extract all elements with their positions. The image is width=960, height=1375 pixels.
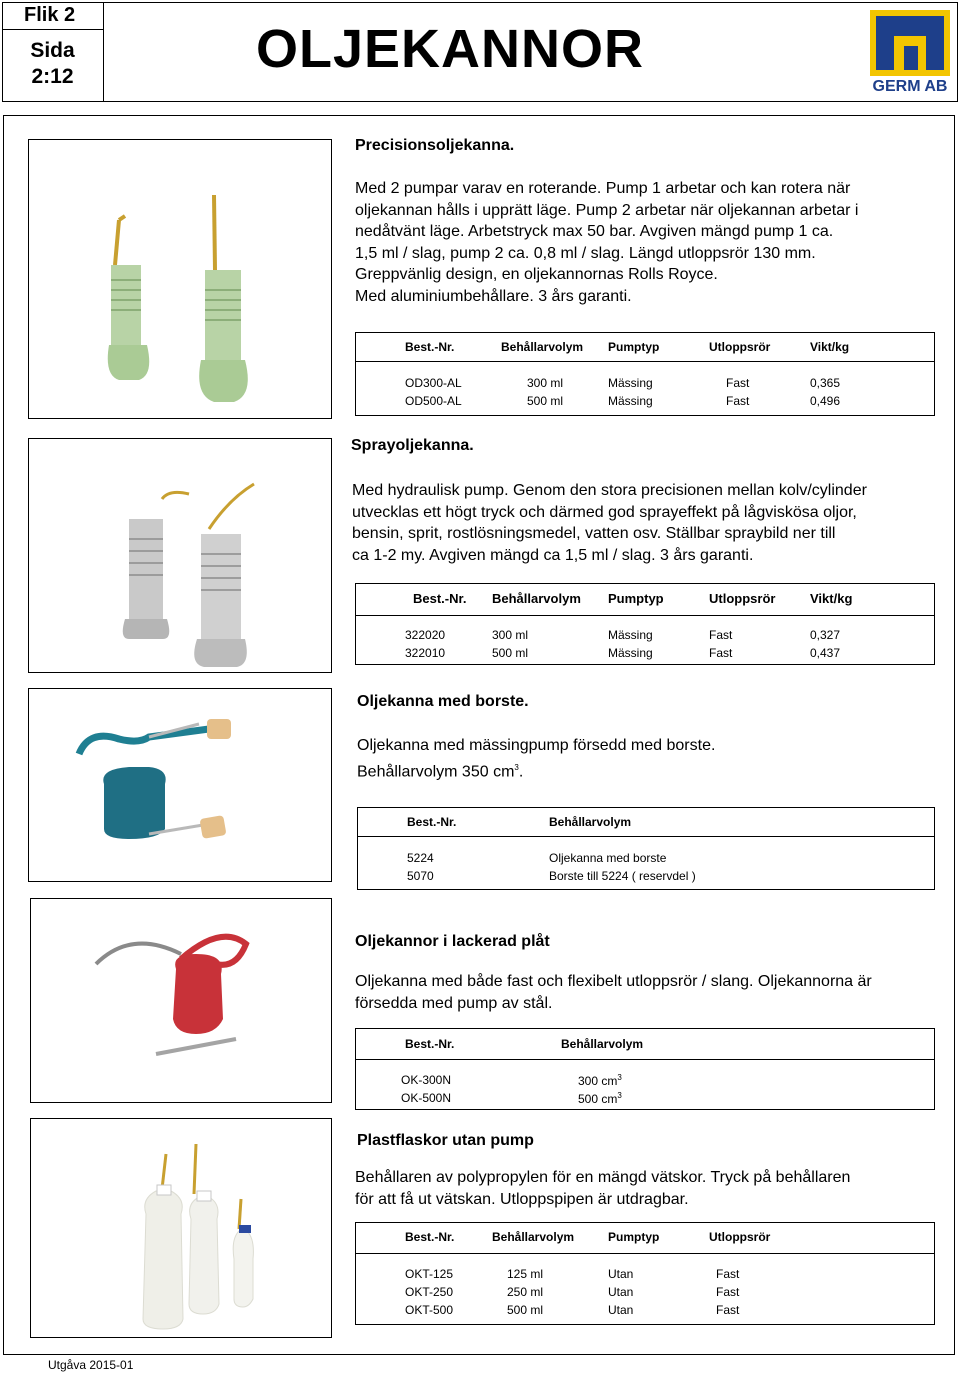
product-image-sprayoljekanna [28, 438, 332, 673]
product-table [357, 807, 935, 890]
brush-can-icon [29, 689, 331, 881]
footer-edition: Utgåva 2015-01 [48, 1358, 134, 1372]
table-cell: OD300-AL [405, 376, 462, 390]
table-cell: Fast [726, 394, 750, 408]
table-cell [578, 1091, 622, 1106]
plastic-bottle-icon [31, 1119, 331, 1337]
table-cell: 0,496 [810, 394, 841, 408]
product-description [355, 178, 858, 307]
table-cell: Fast [726, 376, 750, 390]
desc-line: nedåtvänt läge. Arbetstryck max 50 bar. Avgiven mängd pump 1 ca. [355, 223, 834, 240]
col-header: Behållarvolym [501, 340, 584, 354]
table-cell: Borste till 5224 ( reservdel ) [549, 869, 696, 883]
desc-line: Oljekanna med mässingpump försedd med borste. [357, 737, 716, 754]
table-cell: OK-500N [401, 1091, 452, 1105]
product-heading: Precisionsoljekanna. [355, 137, 515, 154]
product-heading: Sprayoljekanna. [351, 437, 474, 454]
cell-volume: 500 cm [578, 1092, 618, 1106]
desc-line: ca 1-2 my. Avgiven mängd ca 1,5 ml / slag. 3 års garanti. [352, 546, 754, 564]
table-cell: OK-300N [401, 1073, 452, 1087]
product-description [355, 1167, 850, 1210]
table-cell: Fast [716, 1285, 740, 1299]
desc-volume: Behållarvolym 350 cm [357, 762, 515, 780]
table-cell: Fast [716, 1303, 740, 1317]
col-header: Pumptyp [608, 1230, 660, 1244]
table-cell: Mässing [608, 628, 653, 642]
page-title: OLJEKANNOR [256, 19, 645, 79]
desc-line [357, 757, 715, 783]
product-table [355, 1222, 935, 1325]
product-heading: Oljekannor i lackerad plåt [355, 933, 550, 950]
sida-text: Sida [30, 39, 75, 62]
product-image-precisionsoljekanna [28, 139, 332, 419]
table-cell: Mässing [608, 376, 653, 390]
table-cell: OKT-500 [405, 1303, 454, 1317]
col-header: Utloppsrör [709, 340, 771, 354]
table-header-row [358, 808, 934, 837]
desc-line: för att få ut vätskan. Utloppspipen är utdragbar. [355, 1190, 689, 1208]
table-cell: Utan [608, 1303, 634, 1317]
spray-can-icon [29, 439, 331, 672]
table-cell: 0,437 [810, 646, 841, 660]
desc-line: Med hydraulisk pump. Genom den stora precisionen mellan kolv/cylinder [352, 482, 867, 499]
table-cell: Oljekanna med borste [549, 851, 667, 865]
product-table [355, 583, 935, 665]
product-image-plastflaskor [30, 1118, 332, 1338]
col-header: Behållarvolym [549, 815, 632, 829]
desc-line: 1,5 ml / slag, pump 2 ca. 0,8 ml / slag. Längd utloppsrör 130 mm. [355, 244, 816, 262]
col-header: Utloppsrör [709, 591, 776, 606]
table-cell: OKT-250 [405, 1285, 454, 1299]
red-can-icon [31, 899, 331, 1102]
logo-text: GERM AB [872, 78, 948, 95]
table-cell: Fast [709, 646, 733, 660]
table-cell: Utan [608, 1285, 634, 1299]
table-cell: Mässing [608, 394, 653, 408]
table-header-row [356, 1223, 934, 1254]
col-header: Pumptyp [608, 591, 664, 606]
table-cell: 300 ml [492, 628, 529, 642]
col-header: Behållarvolym [492, 1230, 575, 1244]
sida-number: 2:12 [31, 65, 74, 88]
table-cell: 300 ml [527, 376, 564, 390]
cell-sup: 3 [617, 1073, 622, 1082]
desc-line: Med aluminiumbehållare. 3 års garanti. [355, 287, 632, 305]
desc-line: Greppvänlig design, en oljekannornas Rolls Royce. [355, 266, 718, 283]
table-cell: 5070 [407, 869, 434, 883]
table-cell: 500 ml [527, 394, 564, 408]
table-cell: 322020 [405, 628, 446, 642]
table-header-row [356, 584, 934, 616]
sida-label [2, 30, 104, 102]
table-cell: 5224 [407, 851, 434, 865]
desc-line: försedda med pump av stål. [355, 994, 553, 1012]
cell-sup: 3 [617, 1091, 622, 1100]
table-cell [578, 1073, 622, 1088]
table-cell: 322010 [405, 646, 446, 660]
col-header: Best.-Nr. [407, 815, 457, 829]
desc-line: Oljekanna med både fast och flexibelt utloppsrör / slang. Oljekannorna är [355, 973, 872, 990]
table-header-row [356, 1029, 934, 1060]
table-header-row [356, 333, 934, 362]
product-description [357, 735, 715, 782]
product-image-lackerad-plat [30, 898, 332, 1103]
table-cell: 250 ml [507, 1285, 544, 1299]
col-header: Best.-Nr. [413, 591, 467, 606]
col-header: Pumptyp [608, 340, 660, 354]
product-image-oljekanna-borste [28, 688, 332, 882]
col-header: Best.-Nr. [405, 340, 455, 354]
germ-logo [868, 8, 952, 98]
table-cell: Fast [716, 1267, 740, 1281]
flik-label: Flik 2 [2, 2, 104, 30]
product-heading: Oljekanna med borste. [357, 693, 529, 710]
table-cell: 500 ml [507, 1303, 544, 1317]
desc-line: bensin, sprit, rostlösningsmedel, vatten osv. Ställbar spraybild ner till [352, 525, 836, 542]
cell-volume: 300 cm [578, 1074, 618, 1088]
table-cell: 125 ml [507, 1267, 544, 1281]
col-header: Vikt/kg [810, 340, 850, 354]
col-header: Utloppsrör [709, 1230, 771, 1244]
product-description [352, 480, 867, 566]
product-description [355, 971, 872, 1014]
table-cell: 0,365 [810, 376, 841, 390]
desc-sup: 3 [514, 762, 519, 772]
col-header: Behållarvolym [561, 1037, 644, 1051]
col-header: Vikt/kg [810, 591, 853, 606]
col-header: Best.-Nr. [405, 1037, 455, 1051]
product-heading: Plastflaskor utan pump [357, 1132, 534, 1149]
table-cell: OKT-125 [405, 1267, 454, 1281]
desc-line: utvecklas ett högt tryck och därmed god sprayeffekt på lågviskösa oljor, [352, 503, 857, 521]
product-table [355, 332, 935, 416]
desc-line: Med 2 pumpar varav en roterande. Pump 1 arbetar och kan rotera när [355, 180, 851, 197]
table-cell: OD500-AL [405, 394, 462, 408]
product-table [355, 1028, 935, 1110]
oil-can-icon [29, 140, 331, 418]
table-cell: 0,327 [810, 628, 841, 642]
desc-end: . [518, 762, 524, 780]
table-cell: 500 ml [492, 646, 529, 660]
desc-line: oljekannan hålls i upprätt läge. Pump 2 arbetar när oljekannan arbetar i [355, 201, 859, 219]
desc-line: Behållaren av polypropylen för en mängd vätskor. Tryck på behållaren [355, 1169, 851, 1186]
col-header: Behållarvolym [492, 591, 581, 606]
table-cell: Utan [608, 1267, 634, 1281]
table-cell: Fast [709, 628, 733, 642]
table-cell: Mässing [608, 646, 653, 660]
col-header: Best.-Nr. [405, 1230, 455, 1244]
